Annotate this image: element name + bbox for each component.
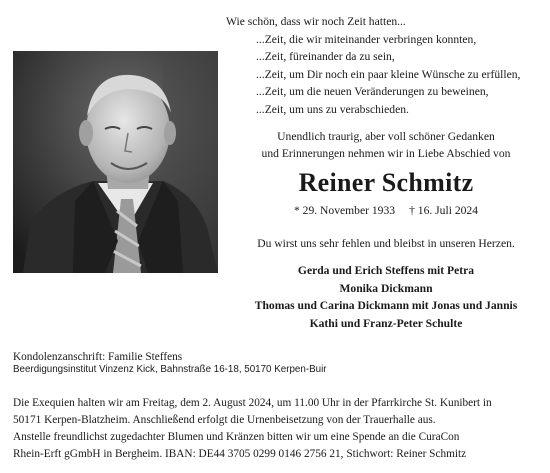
farewell-sentence: Du wirst uns sehr fehlen und bleibst in unseren Herzen.	[257, 237, 515, 250]
donation-line: Anstelle freundlichst zugedachter Blumen und Kränzen bitten wir um eine Spende an die CuraCon	[13, 431, 460, 443]
intro-text	[226, 128, 546, 162]
poem-line: ...Zeit, um uns zu verabschieden.	[256, 102, 409, 116]
intro-line: Unendlich traurig, aber voll schöner Gedanken	[277, 130, 495, 143]
funeral-line: Die Exequien halten wir am Freitag, dem 2. August 2024, um 11.00 Uhr in der Pfarrkirche St. Kunibert in	[13, 397, 492, 409]
death-date: † 16. Juli 2024	[409, 204, 479, 217]
condolence-address: Kondolenzanschrift: Familie Steffens	[13, 351, 183, 363]
intro-line: und Erinnerungen nehmen wir in Liebe Abschied von	[261, 147, 511, 160]
poem-line: ...Zeit, um Dir noch ein paar kleine Wünsche zu erfüllen,	[256, 67, 521, 81]
donation-line: Rhein-Erft gGmbH in Bergheim. IBAN: DE44 3705 0299 0146 2756 21, Stichwort: Reiner Schmitz	[13, 447, 467, 460]
portrait-photo	[13, 51, 218, 273]
poem-line: ...Zeit, die wir miteinander verbringen konnten,	[256, 32, 477, 46]
funeral-institute: Beerdigungsinstitut Vinzenz Kick, Bahnstraße 16-18, 50170 Kerpen-Buir	[13, 364, 327, 375]
funeral-notice	[13, 395, 543, 429]
poem-line: ...Zeit, füreinander da zu sein,	[256, 50, 395, 64]
mourner-line: Kathi und Franz-Peter Schulte	[309, 316, 463, 330]
poem-line: ...Zeit, um die neuen Veränderungen zu beweinen,	[256, 85, 489, 99]
mourner-line: Monika Dickmann	[339, 281, 433, 295]
deceased-name: Reiner Schmitz	[298, 168, 474, 197]
mourner-line: Gerda und Erich Steffens mit Petra	[297, 264, 475, 277]
mourner-line: Thomas und Carina Dickmann mit Jonas und Jannis	[254, 299, 518, 312]
poem	[226, 13, 546, 119]
life-dates	[226, 203, 546, 219]
poem-first-line: Wie schön, dass wir noch Zeit hatten...	[226, 15, 406, 28]
mourners-list	[226, 262, 546, 332]
donation-notice	[13, 429, 543, 463]
funeral-line: 50171 Kerpen-Blatzheim. Anschließend erfolgt die Urnenbeisetzung von der Trauerhalle aus.	[13, 413, 436, 426]
birth-date: * 29. November 1933	[293, 204, 396, 217]
